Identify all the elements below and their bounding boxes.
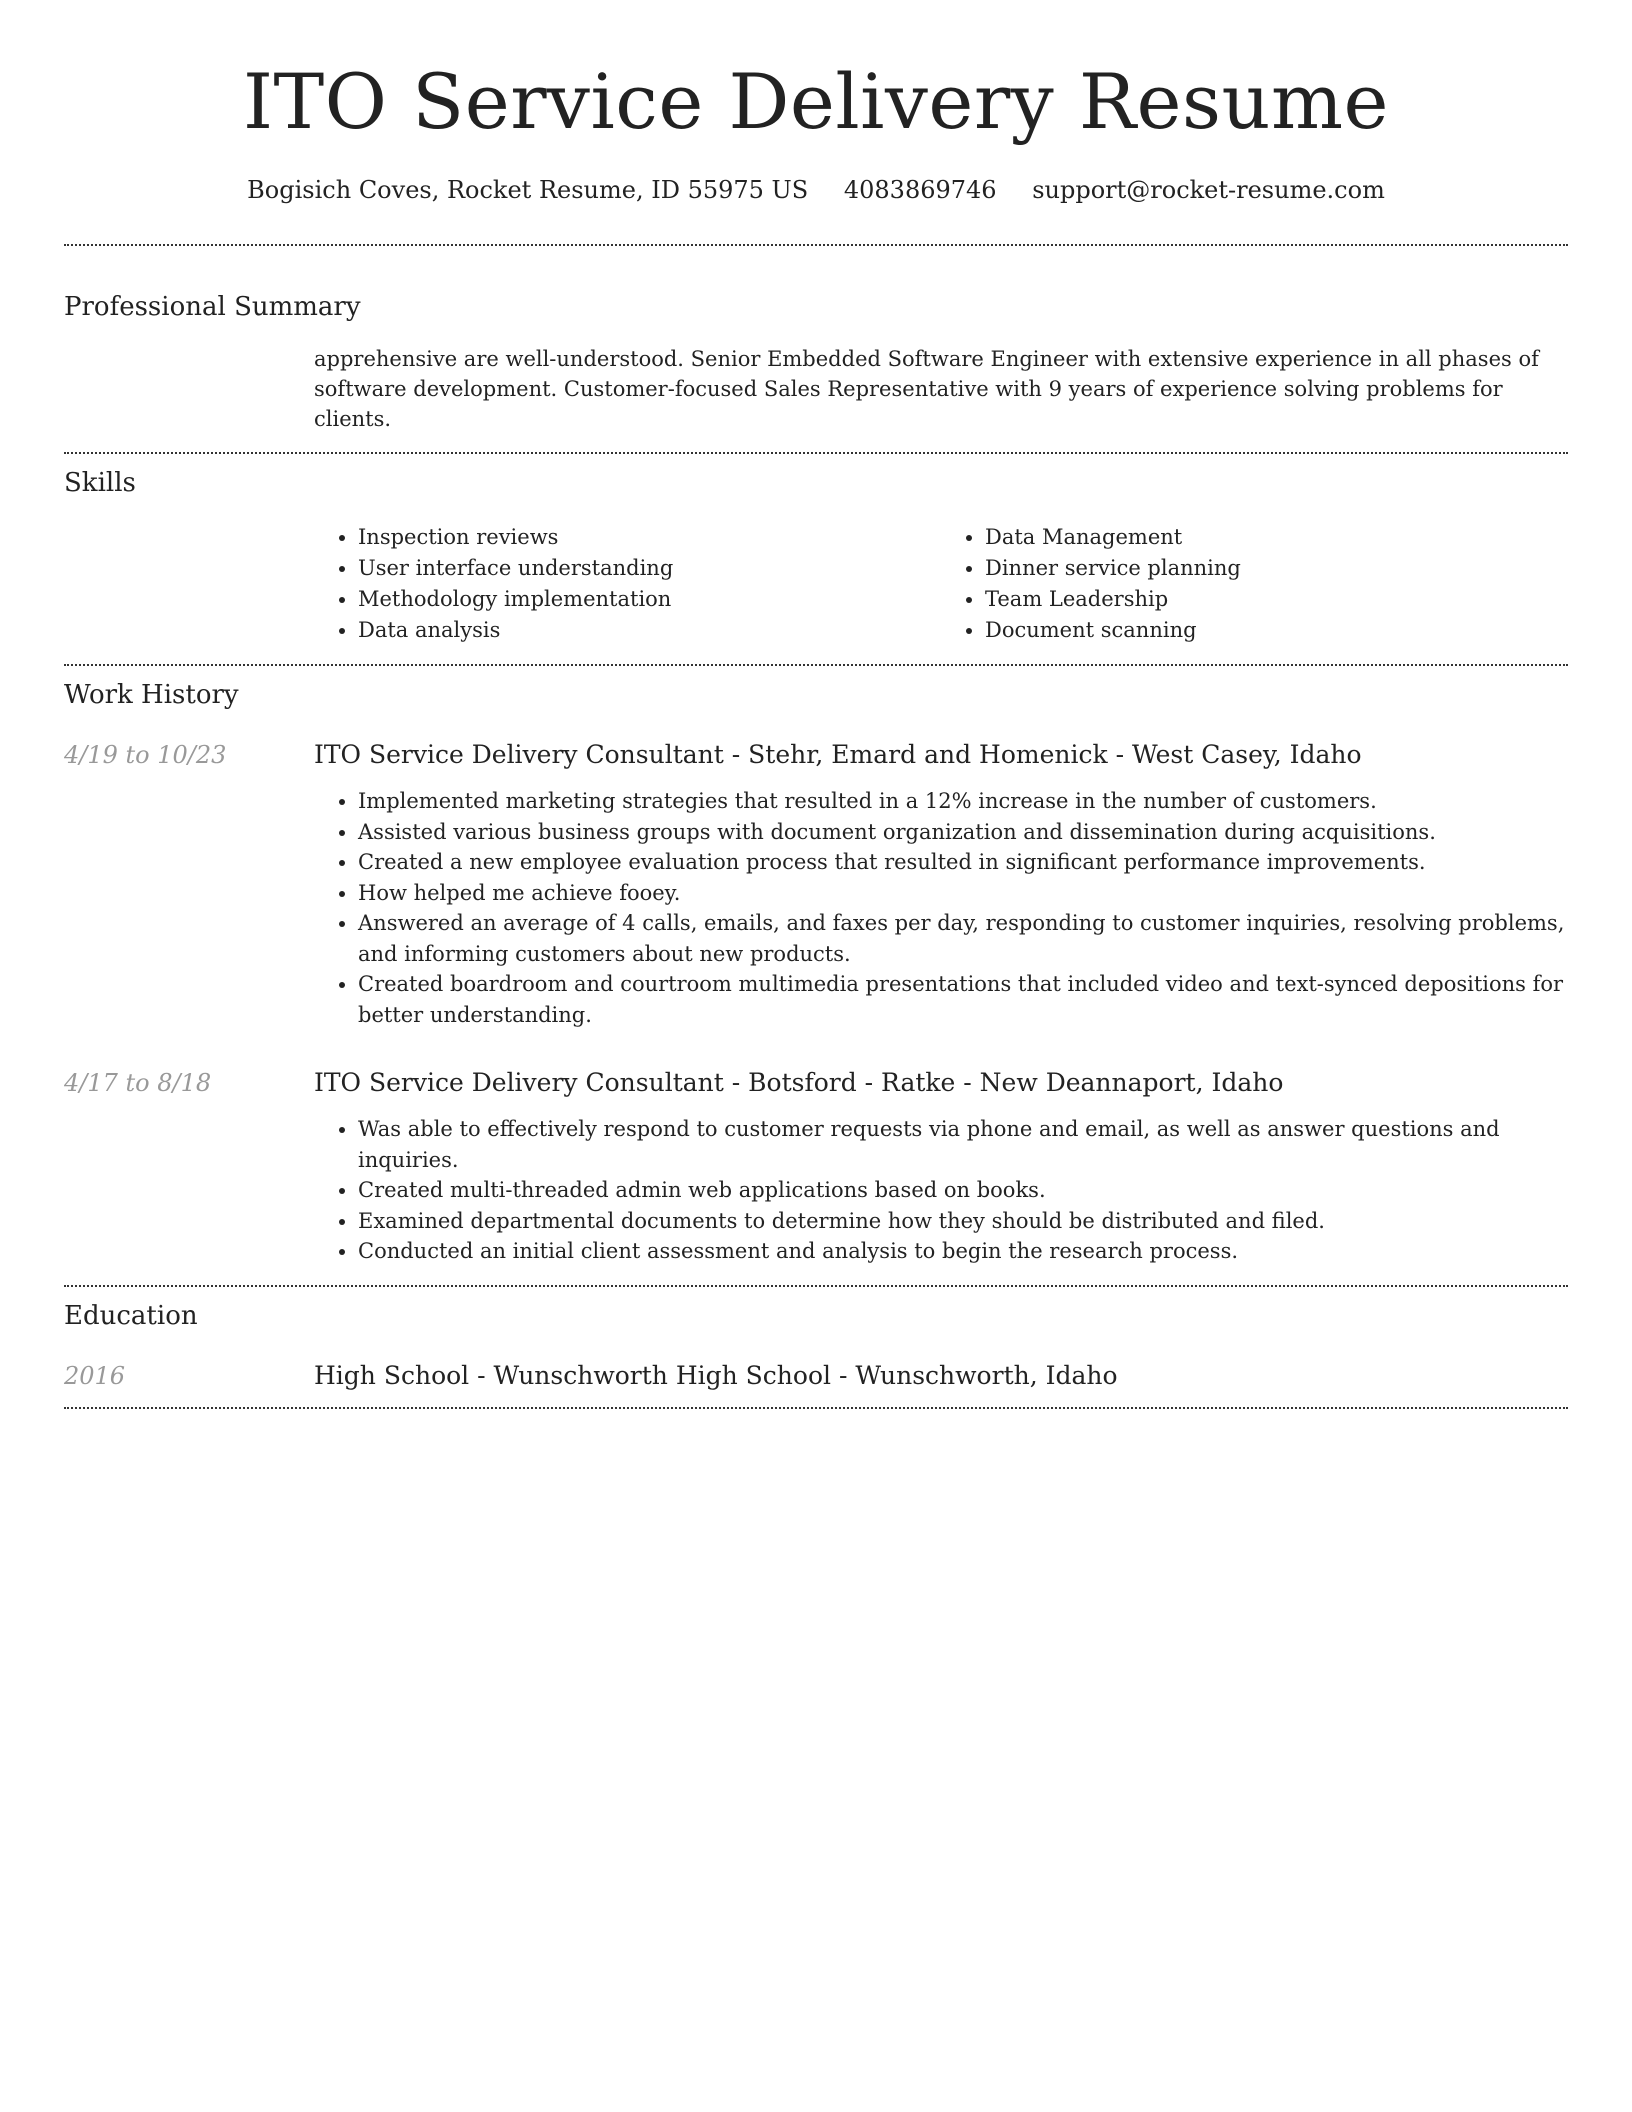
job-bullet: • Conducted an initial client assessment and analysis to begin the research process. xyxy=(358,1236,1568,1267)
section-divider xyxy=(64,1407,1568,1409)
job-entry xyxy=(64,1066,1568,1267)
job-dates: 4/17 to 8/18 xyxy=(64,1069,212,1097)
job-bullet: • How helped me achieve fooey. xyxy=(358,878,1568,909)
education-year: 2016 xyxy=(64,1361,126,1390)
skill-item: • Document scanning xyxy=(985,615,1568,646)
job-entry xyxy=(64,738,1568,1030)
job-title: ITO Service Delivery Consultant - Botsford - Ratke - New Deannaport, Idaho xyxy=(314,1068,1284,1097)
skill-item: • Inspection reviews xyxy=(358,522,941,553)
skills-grid xyxy=(314,522,1568,646)
summary-left-spacer xyxy=(64,344,314,434)
work-history-section xyxy=(64,666,1568,1285)
contact-phone: 4083869746 xyxy=(843,176,997,204)
contact-email: support@rocket-resume.com xyxy=(1032,176,1385,204)
skill-item: • Team Leadership xyxy=(985,584,1568,615)
skills-list-right xyxy=(941,522,1568,646)
skills-list-left xyxy=(314,522,941,646)
job-bullet: • Implemented marketing strategies that resulted in a 12% increase in the number of customers. xyxy=(358,786,1568,817)
skills-section xyxy=(64,454,1568,664)
job-bullets xyxy=(314,1114,1568,1267)
skill-item: • Data analysis xyxy=(358,615,941,646)
summary-heading: Professional Summary xyxy=(64,292,361,322)
skill-item: • User interface understanding xyxy=(358,553,941,584)
job-bullet: • Created boardroom and courtroom multimedia presentations that included video and text-synced depositions for better understanding. xyxy=(358,969,1568,1030)
education-entry xyxy=(64,1359,1568,1393)
skills-left-spacer xyxy=(64,500,314,646)
job-bullet: • Examined departmental documents to determine how they should be distributed and filed. xyxy=(358,1206,1568,1237)
work-history-heading: Work History xyxy=(64,680,239,710)
job-dates: 4/19 to 10/23 xyxy=(64,741,227,769)
job-bullet: • Created multi-threaded admin web applications based on books. xyxy=(358,1175,1568,1206)
job-bullet: • Assisted various business groups with document organization and dissemination during acquisitions. xyxy=(358,817,1568,848)
skill-item: • Data Management xyxy=(985,522,1568,553)
job-bullet: • Answered an average of 4 calls, emails, and faxes per day, responding to customer inquiries, resolving problems, and informing customers about new products. xyxy=(358,908,1568,969)
summary-text: apprehensive are well-understood. Senior Embedded Software Engineer with extensive experience in all phases of software development. Customer-focused Sales Representative with 9 years of experience solving problems for clients. xyxy=(314,347,1539,431)
resume-title: ITO Service Delivery Resume xyxy=(242,57,1390,146)
education-title: High School - Wunschworth High School - Wunschworth, Idaho xyxy=(314,1360,1118,1390)
job-bullet: • Created a new employee evaluation process that resulted in significant performance improvements. xyxy=(358,847,1568,878)
education-heading: Education xyxy=(64,1300,198,1331)
summary-section xyxy=(64,246,1568,452)
contact-line xyxy=(64,172,1568,208)
job-bullets xyxy=(314,786,1568,1030)
job-bullet: • Was able to effectively respond to customer requests via phone and email, as well as answer questions and inquiries. xyxy=(358,1114,1568,1175)
job-title: ITO Service Delivery Consultant - Stehr, Emard and Homenick - West Casey, Idaho xyxy=(314,740,1362,769)
skill-item: • Methodology implementation xyxy=(358,584,941,615)
contact-address: Bogisich Coves, Rocket Resume, ID 55975 US xyxy=(247,176,809,204)
education-section xyxy=(64,1287,1568,1407)
skills-heading: Skills xyxy=(64,468,136,498)
skill-item: • Dinner service planning xyxy=(985,553,1568,584)
